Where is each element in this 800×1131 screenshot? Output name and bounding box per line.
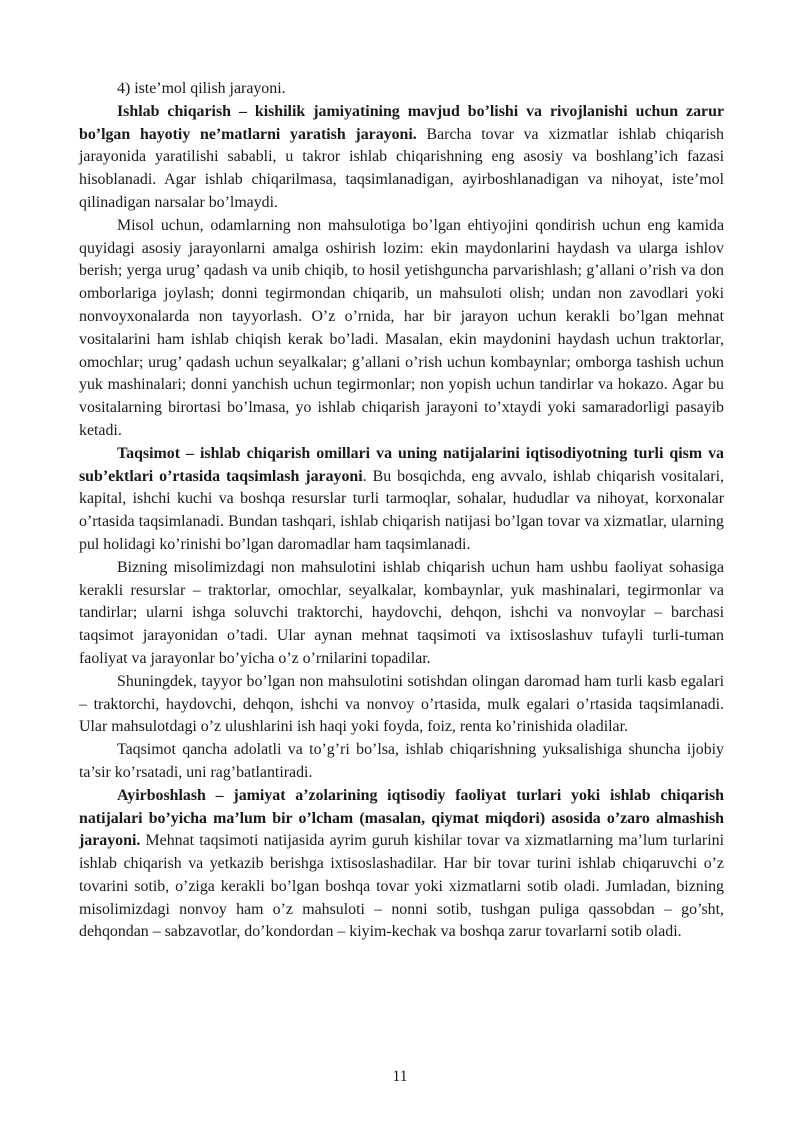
paragraph-text: Shuningdek, tayyor bo’lgan non mahsulotini sotishdan olingan daromad ham turli kasb egalari – traktorchi, haydovchi, dehqon, ishchi va nonvoy o’rtasida, mulk egalari o’rtasida taqsimlanadi. Ular mahsulotdagi o’z ulushlarini ish haqi yoki foyda, foiz, renta ko’rinishida oladilar. bbox=[79, 672, 724, 736]
paragraph-bread-example bbox=[79, 215, 724, 443]
paragraph-fair-distribution bbox=[79, 739, 724, 785]
term-definition-production: Ishlab chiqarish – kishilik jamiyatining mavjud bo’lishi va rivojlanishi uchun zarur bo’lgan hayotiy ne’matlarni yaratish jarayoni. bbox=[79, 102, 724, 143]
page-body bbox=[79, 78, 724, 944]
paragraph-text: Misol uchun, odamlarning non mahsulotiga bo’lgan ehtiyojini qondirish uchun eng kamida quyidagi asosiy jarayonlarni amalga oshirish lozim: ekin maydonlarini haydash va ularga ishlov berish; yerga urug’ qadash va unib chiqib, to hosil yetishguncha parvarishlash; g’allani o’rish va don omborlariga joylash; donni tegirmondan chiqarib, un mahsuloti olish; undan non zavodlari yoki nonvoyxonalarda non tayyorlash. O’z o’rnida, har bir jarayon uchun kerakli bo’lgan mehnat vositalarini ham ishlab chiqish kerak bo’ladi. Masalan, ekin maydonini haydash uchun traktorlar, omochlar; urug’ qadash uchun seyalkalar; g’allani o’rish uchun kombaynlar; omborga tashish uchun yuk mashinalari; donni yanchish uchun tegirmonlar; non yopish uchun tandirlar va hokazo. Agar bu vositalarning birortasi bo’lmasa, yo ishlab chiqarish jarayoni to’xtaydi yoki samaradorligi pasayib ketadi. bbox=[79, 216, 724, 439]
paragraph-distribution-example bbox=[79, 557, 724, 671]
term-definition-distribution: Taqsimot – ishlab chiqarish omillari va uning natijalarini iqtisodiyotning turli qism va sub’ektlari o’rtasida taqsimlash jarayoni bbox=[79, 444, 724, 485]
page-number: 11 bbox=[392, 1068, 408, 1085]
paragraph-income-distribution bbox=[79, 671, 724, 739]
paragraph-text: 4) iste’mol qilish jarayoni. bbox=[117, 80, 286, 97]
paragraph-text: . Bu bosqichda, eng avvalo, ishlab chiqarish vositalari, kapital, ishchi kuchi va boshqa resurslar turli tarmoqlar, sohalar, hududlar va nihoyat, korxonalar o’rtasida taqsimlanadi. Bundan tashqari, ishlab chiqarish natijasi bo’lgan tovar va xizmatlar, ularning pul holidagi ko’rinishi bo’lgan daromadlar ham taqsimlanadi. bbox=[79, 467, 724, 553]
paragraph-text: Barcha tovar va xizmatlar ishlab chiqarish jarayonida yaratilishi sababli, u takror ishlab chiqarishning eng asosiy va boshlang’ich fazasi hisoblanadi. Agar ishlab chiqarilmasa, taqsimlanadigan, ayirboshlanadigan va nihoyat, iste’mol qilinadigan narsalar bo’lmaydi. bbox=[79, 125, 724, 211]
list-item-consumption bbox=[79, 78, 724, 101]
paragraph-text: Mehnat taqsimoti natijasida ayrim guruh kishilar tovar va xizmatlarning ma’lum turlarini ishlab chiqarish va yetkazib berishga ixtisoslashadilar. Har bir tovar turini ishlab chiqaruvchi o’z tovarini sotib, o’ziga kerakli bo’lgan boshqa tovar yoki xizmatlarni sotib oladi. Jumladan, bizning misolimizdagi nonvoy ham o’z mahsuloti – nonni sotib, tushgan puliga qassobdan – go’sht, dehqondan – sabzavotlar, do’kondordan – kiyim-kechak va boshqa zarur tovarlarni sotib oladi. bbox=[79, 832, 724, 941]
paragraph-exchange bbox=[79, 785, 724, 945]
term-definition-exchange: Ayirboshlash – jamiyat a’zolarining iqtisodiy faoliyat turlari yoki ishlab chiqarish natijalari bo’yicha ma’lum bir o’lcham (masalan, qiymat miqdori) asosida o’zaro almashish jarayoni. bbox=[79, 786, 724, 850]
paragraph-distribution bbox=[79, 443, 724, 557]
paragraph-text: Taqsimot qancha adolatli va to’g’ri bo’lsa, ishlab chiqarishning yuksalishiga shuncha ijobiy ta’sir ko’rsatadi, uni rag’batlantiradi. bbox=[79, 741, 724, 781]
paragraph-text: Bizning misolimizdagi non mahsulotini ishlab chiqarish uchun ham ushbu faoliyat sohasiga kerakli resurslar – traktorlar, omochlar, seyalkalar, kombaynlar, yuk mashinalari, tegirmonlar va tandirlar; ularni ishga soluvchi traktorchi, haydovchi, dehqon, ishchi va nonvoylar – barchasi taqsimot jarayonidan o’tadi. Ular aynan mehnat taqsimoti va ixtisoslashuv tufayli turli-tuman faoliyat va jarayonlar bo’yicha o’z o’rnilarini topadilar. bbox=[79, 558, 724, 667]
paragraph-production bbox=[79, 101, 724, 215]
